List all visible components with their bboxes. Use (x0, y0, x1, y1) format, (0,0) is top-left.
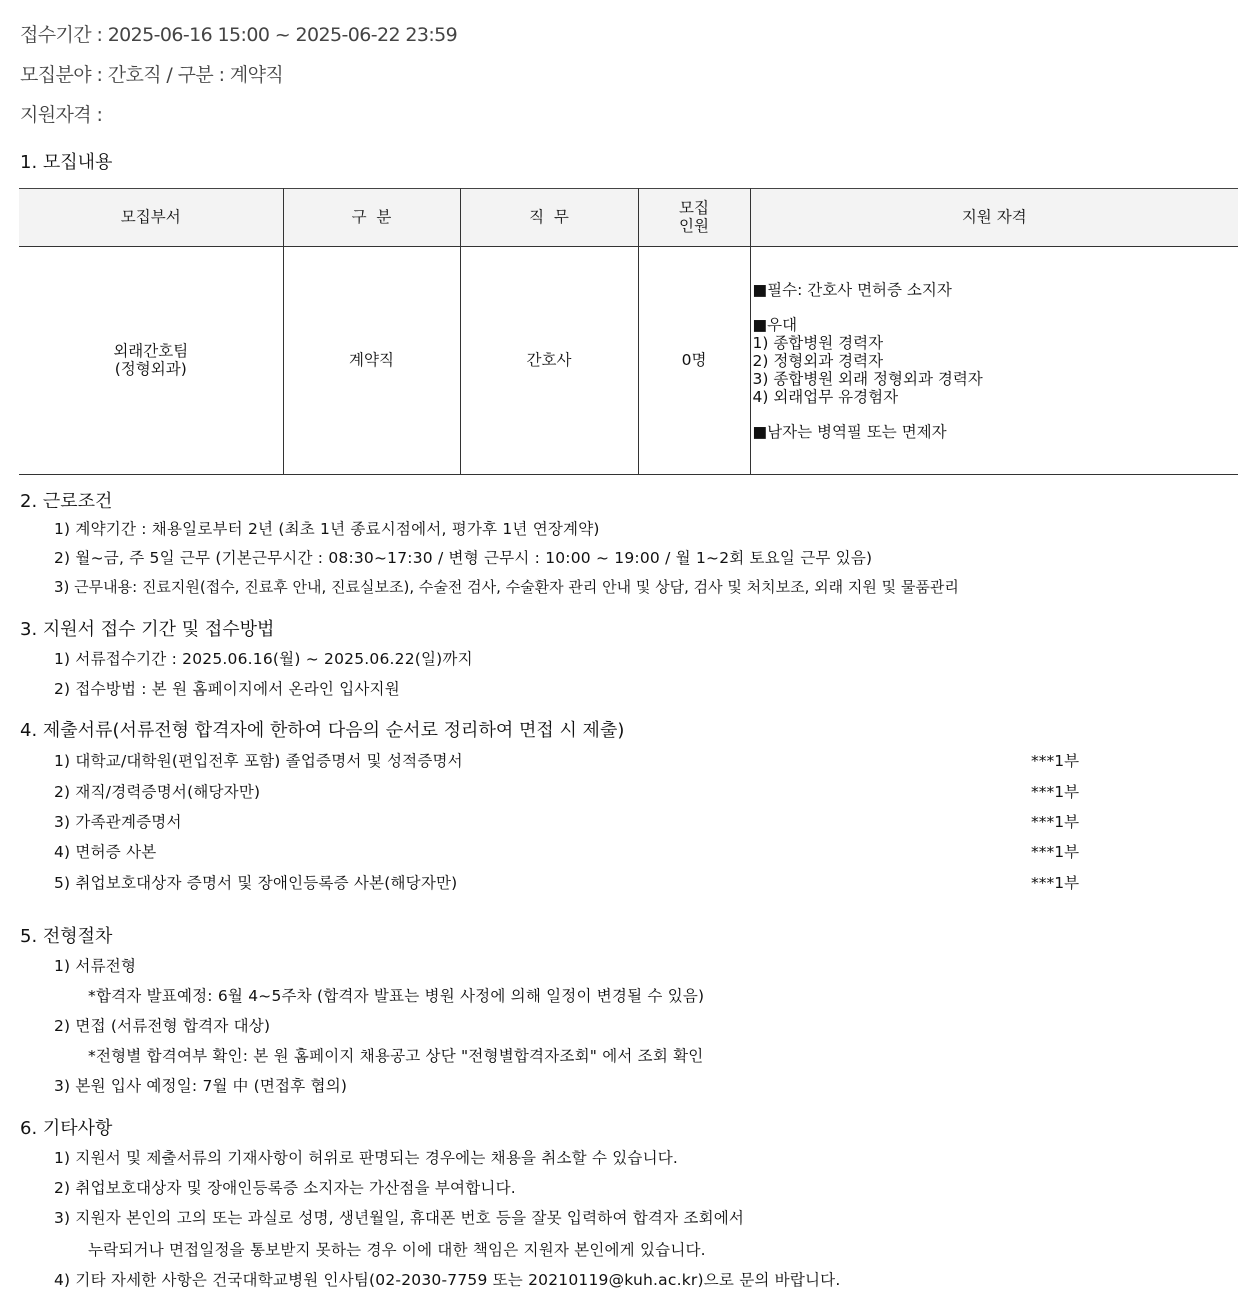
list-item: 3) 본원 입사 예정일: 7월 中 (면접후 협의) (54, 1077, 348, 1095)
list-item: 1) 계약기간 : 채용일로부터 2년 (최초 1년 종료시점에서, 평가후 1년 연장계약) (54, 520, 600, 538)
list-item: 3) 지원자 본인의 고의 또는 과실로 성명, 생년월일, 휴대폰 번호 등을 잘못 입력하여 합격자 조회에서 (54, 1209, 745, 1227)
list-item-continuation: 누락되거나 면접일정을 통보받지 못하는 경우 이에 대한 책임은 지원자 본인에게 있습니다. (88, 1241, 706, 1259)
cell-job: 간호사 (460, 247, 638, 475)
list-note: *합격자 발표예정: 6월 4~5주차 (합격자 발표는 병원 사정에 의해 일정이 변경될 수 있음) (88, 987, 705, 1005)
qual-preferred-item: 2) 정형외과 경력자 (752, 351, 884, 370)
document-item: 1) 대학교/대학원(편입전후 포함) 졸업증명서 및 성적증명서 (54, 752, 463, 770)
section-5-heading: 5. 전형절차 (20, 926, 113, 947)
header-count: 모집 인원 (638, 189, 750, 247)
recruitment-table (19, 188, 1238, 475)
document-copies: ***1부 (1031, 783, 1080, 801)
qual-preferred-item: 3) 종합병원 외래 정형외과 경력자 (752, 369, 983, 388)
application-period: 접수기간 : 2025-06-16 15:00 ~ 2025-06-22 23:59 (20, 24, 458, 46)
qual-required: ■필수: 간호사 면허증 소지자 (752, 280, 952, 299)
list-item: 1) 서류전형 (54, 957, 137, 975)
document-copies: ***1부 (1031, 752, 1080, 770)
cell-qualification (750, 247, 1238, 475)
list-item: 2) 월~금, 주 5일 근무 (기본근무시간 : 08:30~17:30 / 변형 근무시 : 10:00 ~ 19:00 / 월 1~2회 토요일 근무 있음) (54, 549, 873, 567)
section-6-heading: 6. 기타사항 (20, 1118, 113, 1139)
header-dept: 모집부서 (19, 189, 283, 247)
list-item: 1) 지원서 및 제출서류의 기재사항이 허위로 판명되는 경우에는 채용을 취소할 수 있습니다. (54, 1149, 679, 1167)
section-4-heading: 4. 제출서류(서류전형 합격자에 한하여 다음의 순서로 정리하여 면접 시 제출) (20, 720, 625, 741)
list-item: 2) 면접 (서류전형 합격자 대상) (54, 1017, 271, 1035)
document-copies: ***1부 (1031, 813, 1080, 831)
qual-military: ■남자는 병역필 또는 면제자 (752, 422, 947, 441)
section-1-heading: 1. 모집내용 (20, 152, 113, 173)
cell-count: 0명 (638, 247, 750, 475)
section-3-heading: 3. 지원서 접수 기간 및 접수방법 (20, 619, 275, 640)
qualification-label: 지원자격 : (20, 104, 103, 126)
qual-preferred-title: ■우대 (752, 315, 798, 334)
recruit-field: 모집분야 : 간호직 / 구분 : 계약직 (20, 64, 284, 86)
list-item: 1) 서류접수기간 : 2025.06.16(월) ~ 2025.06.22(일)까지 (54, 650, 473, 668)
header-qualification: 지원 자격 (750, 189, 1238, 247)
list-item: 2) 접수방법 : 본 원 홈페이지에서 온라인 입사지원 (54, 680, 400, 698)
qual-preferred-item: 1) 종합병원 경력자 (752, 333, 884, 352)
header-type: 구 분 (283, 189, 460, 247)
list-note: *전형별 합격여부 확인: 본 원 홈페이지 채용공고 상단 "전형별합격자조회" 에서 조회 확인 (88, 1047, 704, 1065)
document-item: 5) 취업보호대상자 증명서 및 장애인등록증 사본(해당자만) (54, 874, 458, 892)
document-item: 2) 재직/경력증명서(해당자만) (54, 783, 261, 801)
cell-type: 계약직 (283, 247, 460, 475)
document-copies: ***1부 (1031, 874, 1080, 892)
list-item: 4) 기타 자세한 사항은 건국대학교병원 인사팀(02-2030-7759 또는 20210119@kuh.ac.kr)으로 문의 바랍니다. (54, 1271, 841, 1289)
document-item: 4) 면허증 사본 (54, 843, 157, 861)
cell-dept: 외래간호팀 (정형외과) (19, 247, 283, 475)
header-job: 직 무 (460, 189, 638, 247)
qual-preferred-item: 4) 외래업무 유경험자 (752, 387, 899, 406)
list-item: 2) 취업보호대상자 및 장애인등록증 소지자는 가산점을 부여합니다. (54, 1179, 516, 1197)
table-row (19, 247, 1238, 475)
document-copies: ***1부 (1031, 843, 1080, 861)
document-item: 3) 가족관계증명서 (54, 813, 182, 831)
table-header-row (19, 189, 1238, 247)
section-2-heading: 2. 근로조건 (20, 491, 113, 512)
list-item: 3) 근무내용: 진료지원(접수, 진료후 안내, 진료실보조), 수술전 검사, 수술환자 관리 안내 및 상담, 검사 및 처치보조, 외래 지원 및 물품관리 (54, 578, 959, 596)
